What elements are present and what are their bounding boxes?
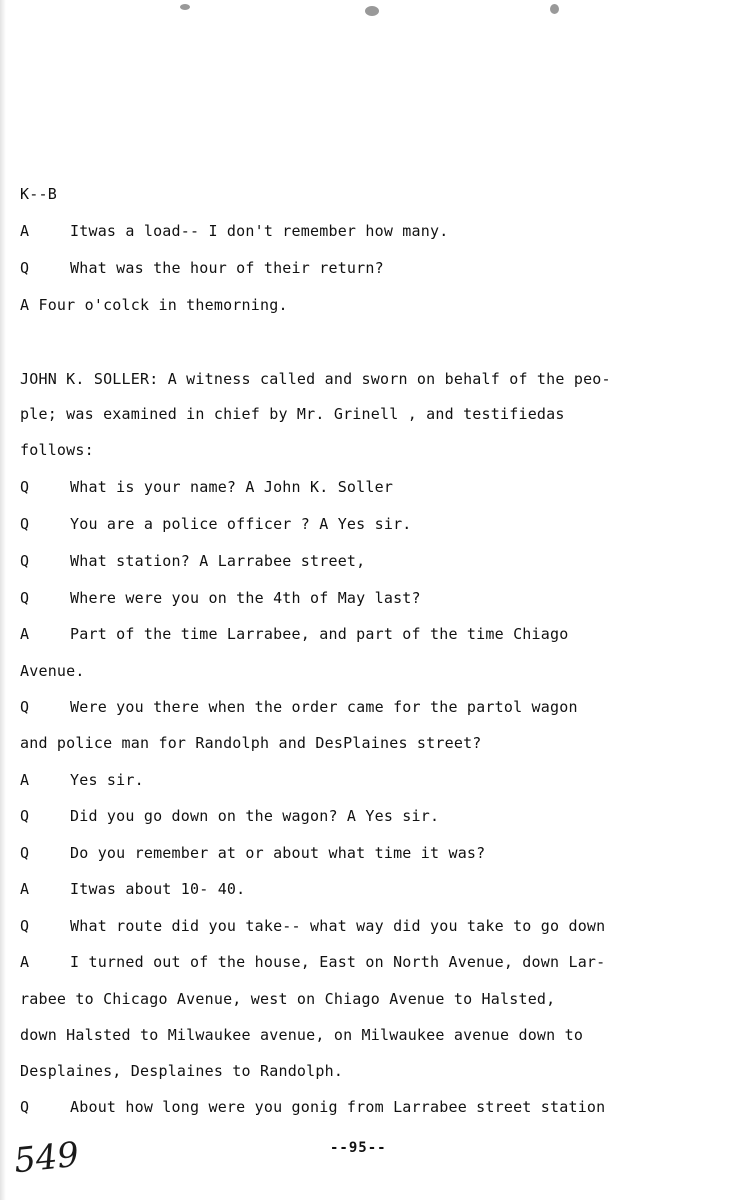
speaker-label: Q [20,844,30,862]
line-text: Did you go down on the wagon? A Yes sir. [70,807,440,825]
transcript-line [20,405,565,423]
line-text: What station? A Larrabee street, [70,552,366,570]
line-text: Avenue. [20,662,85,680]
line-text: Were you there when the order came for the partol wagon [70,698,578,716]
handwritten-page-number: 549 [12,1134,81,1182]
line-text: Desplaines, Desplaines to Randolph. [20,1062,344,1080]
speaker-label: A [20,771,30,789]
speaker-label: Q [20,917,30,935]
line-text: down Halsted to Milwaukee avenue, on Milwaukee avenue down to [20,1026,584,1044]
line-text: and police man for Randolph and DesPlaines street? [20,734,482,752]
line-text: ple; was examined in chief by Mr. Grinell , and testifiedas [20,405,565,423]
speaker-label: Q [20,1098,30,1116]
line-text: Yes sir. [70,771,144,789]
line-text: I turned out of the house, East on North Avenue, down Lar- [70,953,606,971]
line-text: Itwas about 10- 40. [70,880,246,898]
speaker-label: Q [20,478,30,496]
line-text: What was the hour of their return? [70,259,384,277]
line-text: You are a police officer ? A Yes sir. [70,515,412,533]
line-text: follows: [20,441,94,459]
speaker-label: A [20,222,30,240]
line-text: K--B [20,185,57,203]
transcript-line [20,1026,583,1044]
speaker-label: A [20,953,30,971]
page-number: --95-- [330,1140,387,1156]
speaker-label: Q [20,698,30,716]
transcript-line [20,185,57,203]
speaker-label: A [20,625,30,643]
speaker-label: Q [20,589,30,607]
line-text: Itwas a load-- I don't remember how many. [70,222,449,240]
line-text: A Four o'colck in themorning. [20,296,288,314]
speaker-label: Q [20,515,30,533]
transcript-line [20,1062,343,1080]
scan-edge-shadow [0,0,6,1200]
line-text: JOHN K. SOLLER: A witness called and sworn on behalf of the peo- [20,370,611,388]
speaker-label: Q [20,552,30,570]
line-text: What is your name? A John K. Soller [70,478,394,496]
transcript-line [20,662,85,680]
speaker-label: Q [20,259,30,277]
transcript-line [20,990,555,1008]
line-text: rabee to Chicago Avenue, west on Chiago Avenue to Halsted, [20,990,556,1008]
line-text: What route did you take-- what way did you take to go down [70,917,606,935]
speaker-label: Q [20,807,30,825]
transcript-line [20,441,94,459]
speaker-label: A [20,880,30,898]
transcript-line [20,370,611,388]
transcript-line [20,734,482,752]
scan-speck [180,4,190,10]
transcript-line [20,296,288,314]
line-text: Part of the time Larrabee, and part of the time Chiago [70,625,569,643]
line-text: Do you remember at or about what time it was? [70,844,486,862]
line-text: About how long were you gonig from Larrabee street station [70,1098,606,1116]
scan-speck [365,6,379,16]
scan-speck [550,4,559,14]
line-text: Where were you on the 4th of May last? [70,589,421,607]
